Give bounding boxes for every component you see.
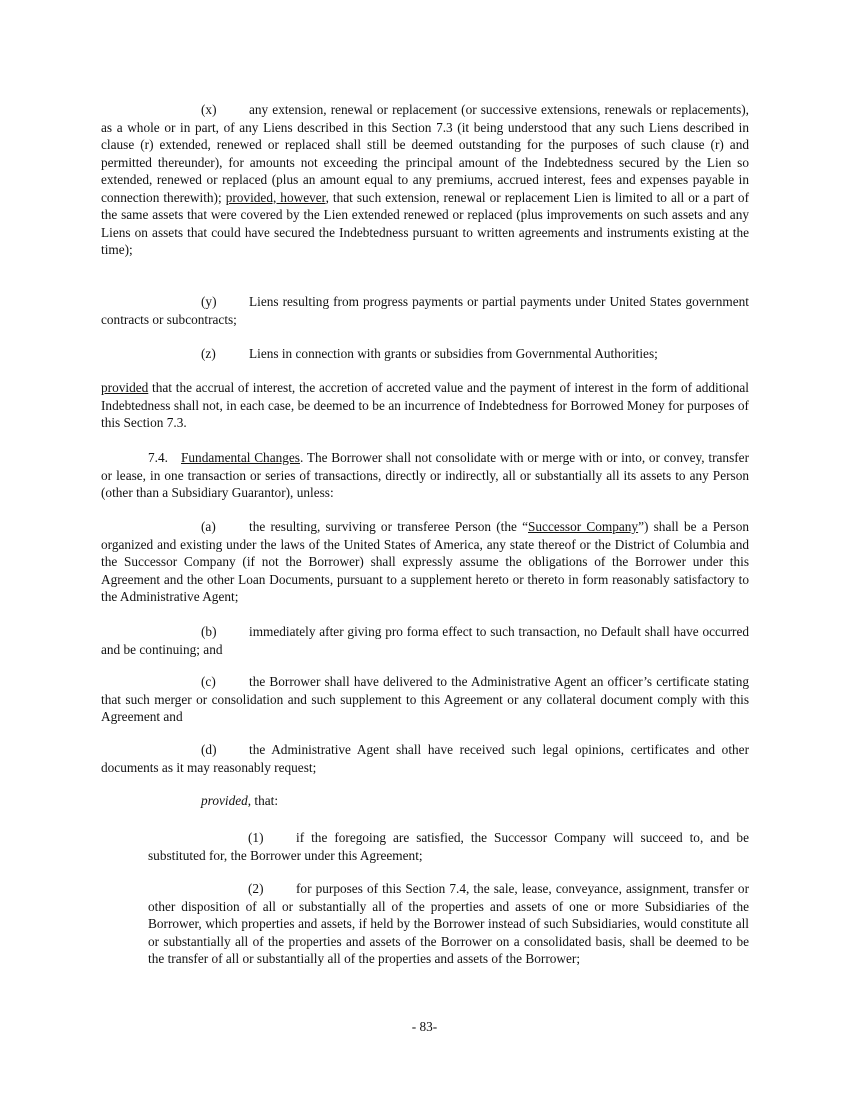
clause-d-text: the Administrative Agent shall have received such legal opinions, certificates and other documents as it may reasonably request; [101, 742, 749, 775]
clause-d [101, 741, 749, 776]
clause-y [101, 293, 749, 328]
clause-x-text-1: any extension, renewal or replacement (or successive extensions, renewals or replacements), as a whole or in part, of any Liens described in this Section 7.3 (it being understood that any such Liens described in clause (r) extended, renewed or replaced shall still be deemed outstanding for the purposes of such clause (r) and permitted thereunder), for amounts not exceeding the principal amount of the Indebtedness secured by the Lien so extended, renewed or replaced (plus an amount equal to any premiums, accrued interest, fees and expenses payable in connection therewith); [101, 102, 749, 205]
clause-b-text: immediately after giving pro forma effect to such transaction, no Default shall have occurred and be continuing; and [101, 624, 749, 657]
proviso-text: that the accrual of interest, the accretion of accreted value and the payment of interest in the form of additional Indebtedness shall not, in each case, be deemed to be an incurrence of Indebtedness for Borrowed Money for purposes of this Section 7.3. [101, 380, 749, 430]
sub-clause-1-text: if the foregoing are satisfied, the Successor Company will succeed to, and be substituted for, the Borrower under this Agreement; [148, 830, 749, 863]
section-7-4 [101, 449, 749, 502]
clause-x [101, 101, 749, 259]
clause-a-text-1: the resulting, surviving or transferee Person (the “ [249, 519, 528, 534]
clause-c-text: the Borrower shall have delivered to the Administrative Agent an officer’s certificate stating that such merger or consolidation and such supplement to this Agreement or any collateral document comply with this Agreement and [101, 674, 749, 724]
clause-z-text: Liens in connection with grants or subsidies from Governmental Authorities; [249, 346, 658, 361]
clause-a [101, 518, 749, 606]
sub-clause-1 [148, 829, 749, 864]
successor-company-term: Successor Company [528, 519, 639, 534]
provided-term: provided [101, 380, 149, 395]
clause-c [101, 673, 749, 726]
clause-y-text: Liens resulting from progress payments or partial payments under United States government contracts or subcontracts; [101, 294, 749, 327]
page-number: - 83- [411, 1019, 438, 1034]
proviso-paragraph [101, 379, 749, 432]
clause-a-label: (a) [201, 519, 216, 534]
clause-b [101, 623, 749, 658]
sub-clause-1-label: (1) [248, 830, 264, 845]
provided-that-text: , that: [247, 793, 279, 808]
clause-x-label: (x) [201, 102, 217, 117]
clause-d-label: (d) [201, 742, 217, 757]
clause-a-text-2: ”) shall be a Person organized and existing under the laws of the United States of America, any state thereof or the District of Columbia and the Successor Company (if not the Borrower) shall expressly assume the obligations of the Borrower under this Agreement and the other Loan Documents, pursuant to a supplement hereto or thereto in form reasonably satisfactory to the Administrative Agent; [101, 519, 749, 604]
clause-z-label: (z) [201, 346, 216, 361]
provided-however: provided, however [225, 189, 326, 205]
section-7-4-text: . The Borrower shall not consolidate with or merge with or into, or convey, transfer or lease, in one transaction or series of transactions, directly or indirectly, all or substantially all its assets to any Person (other than a Subsidiary Guarantor), unless: [101, 450, 749, 500]
clause-z [101, 345, 749, 363]
sub-clause-2-label: (2) [248, 881, 264, 896]
clause-b-label: (b) [201, 624, 217, 639]
section-number: 7.4. [148, 450, 168, 465]
clause-y-label: (y) [201, 294, 217, 309]
sub-clause-2 [148, 880, 749, 968]
clause-c-label: (c) [201, 674, 216, 689]
clause-x-text-2: , that such extension, renewal or replacement Lien is limited to all or a part of the same assets that were covered by the Lien extended renewed or replaced (plus improvements on such assets and any Liens on assets that could have secured the Indebtedness pursuant to written agreements and instruments existing at the time); [101, 189, 750, 257]
provided-italic: provided [201, 793, 248, 808]
provided-that [101, 792, 749, 810]
sub-clause-2-text: for purposes of this Section 7.4, the sale, lease, conveyance, assignment, transfer or other disposition of all or substantially all of the properties and assets of one or more Subsidiaries of the Borrower, which properties and assets, if held by the Borrower instead of such Subsidiaries, would constitute all or substantially all of the properties and assets of the Borrower on a consolidated basis, shall be deemed to be the transfer of all or substantially all of the properties and assets of the Borrower; [148, 881, 749, 966]
section-heading: Fundamental Changes [181, 450, 300, 465]
